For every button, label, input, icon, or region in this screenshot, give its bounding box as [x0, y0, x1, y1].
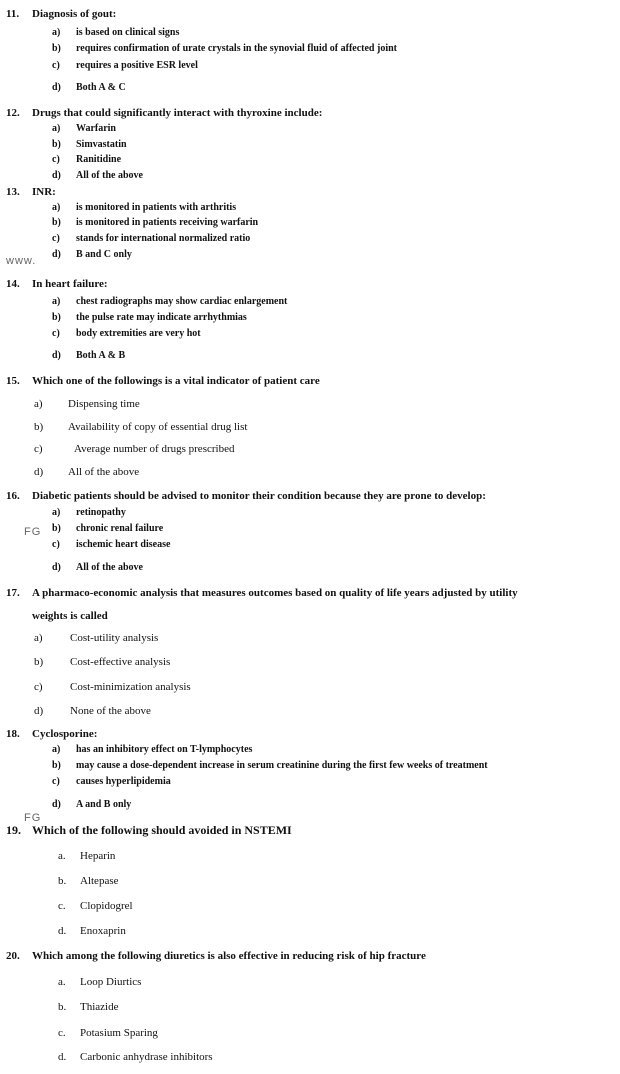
- option-b: b) chronic renal failure: [52, 523, 164, 534]
- option-c: c) requires a positive ESR level: [52, 60, 198, 71]
- option-a: a) Dispensing time: [34, 398, 140, 410]
- option-c: c) causes hyperlipidemia: [52, 776, 171, 787]
- option-d: d) All of the above: [52, 170, 143, 181]
- option-c: c) Average number of drugs prescribed: [34, 443, 235, 455]
- option-c: c) body extremities are very hot: [52, 328, 201, 339]
- option-c: c) Ranitidine: [52, 154, 122, 165]
- option-b: b) Simvastatin: [52, 139, 127, 150]
- option-d: d) A and B only: [52, 799, 132, 810]
- question-number: 11.: [6, 8, 20, 20]
- question-stem: 18. Cyclosporine:: [6, 728, 98, 740]
- option-a: a. Loop Diurtics: [58, 976, 142, 988]
- option-b: b) Availability of copy of essential drug list: [34, 421, 248, 433]
- option-d: d) All of the above: [34, 466, 140, 478]
- option-c: c) ischemic heart disease: [52, 539, 171, 550]
- option-d: d. Enoxaprin: [58, 925, 126, 937]
- question-stem: 13. INR:: [6, 186, 56, 198]
- question-stem: 14. In heart failure:: [6, 278, 108, 290]
- option-c: c. Potasium Sparing: [58, 1027, 158, 1039]
- option-b: b) requires confirmation of urate crystals in the synovial fluid of affected joint: [52, 43, 397, 54]
- question-stem: [6, 8, 116, 21]
- option-b: b) may cause a dose-dependent increase in serum creatinine during the first few weeks of treatment: [52, 760, 488, 771]
- option-a: a) Cost-utility analysis: [34, 632, 159, 644]
- question-stem: 20. Which among the following diuretics is also effective in reducing risk of hip fracture: [6, 950, 426, 962]
- option-d: d) Both A & C: [52, 82, 126, 93]
- question-text: Diagnosis of gout:: [32, 8, 117, 20]
- question-stem: 19. Which of the following should avoided in NSTEMI: [6, 823, 292, 837]
- watermark: FG: [24, 526, 42, 538]
- option-b: b) is monitored in patients receiving warfarin: [52, 217, 259, 228]
- option-c: c) Cost-minimization analysis: [34, 681, 191, 693]
- question-text-continued: weights is called: [32, 610, 108, 622]
- option-d: d) All of the above: [52, 562, 143, 573]
- option-b: b) the pulse rate may indicate arrhythmias: [52, 312, 247, 323]
- option-d: d. Carbonic anhydrase inhibitors: [58, 1051, 213, 1063]
- option-a: a) retinopathy: [52, 507, 126, 518]
- option-a: a) is based on clinical signs: [52, 27, 180, 38]
- option-d: d) Both A & B: [52, 350, 126, 361]
- question-stem: 17. A pharmaco-economic analysis that measures outcomes based on quality of life years adjusted by utility: [6, 587, 518, 599]
- option-b: b. Altepase: [58, 875, 119, 887]
- option-d: d) None of the above: [34, 705, 151, 717]
- option-d: d) B and C only: [52, 249, 132, 260]
- option-b: b) Cost-effective analysis: [34, 656, 171, 668]
- option-a: a) has an inhibitory effect on T-lymphocytes: [52, 744, 253, 755]
- question-stem: 12. Drugs that could significantly interact with thyroxine include:: [6, 107, 323, 119]
- option-a: a) Warfarin: [52, 123, 116, 134]
- option-c: c) stands for international normalized ratio: [52, 233, 251, 244]
- watermark: FG: [24, 812, 42, 824]
- option-a: a) is monitored in patients with arthritis: [52, 202, 237, 213]
- option-a: a) chest radiographs may show cardiac enlargement: [52, 296, 288, 307]
- option-c: c. Clopidogrel: [58, 900, 133, 912]
- option-b: b. Thiazide: [58, 1001, 119, 1013]
- question-stem: 16. Diabetic patients should be advised to monitor their condition because they are prone to develop:: [6, 490, 486, 502]
- watermark: www.: [6, 255, 37, 267]
- question-stem: 15. Which one of the followings is a vital indicator of patient care: [6, 375, 320, 387]
- option-a: a. Heparin: [58, 850, 116, 862]
